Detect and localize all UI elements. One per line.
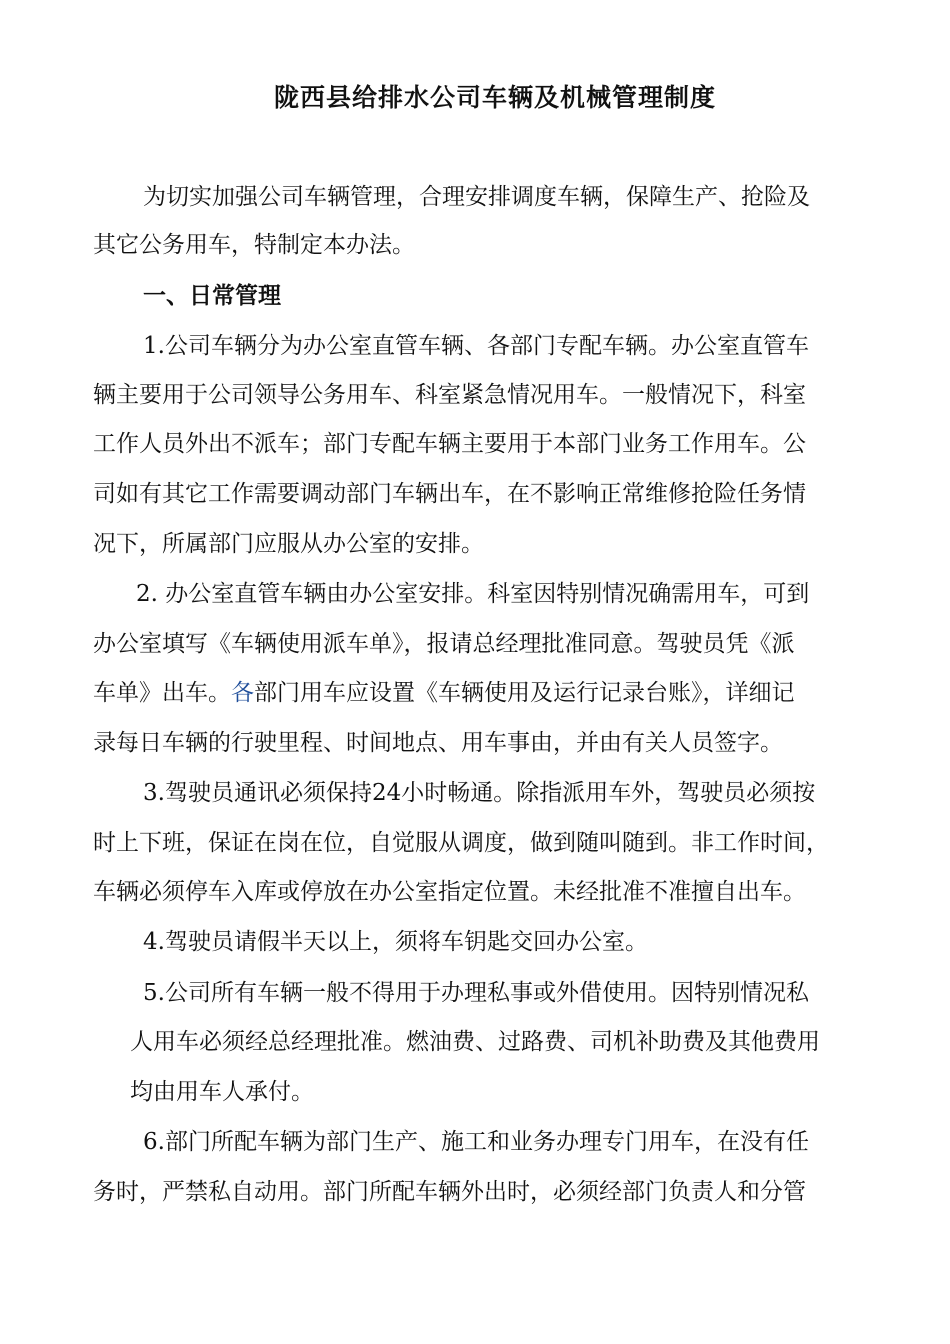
item2-line-2: 办公室填写《车辆使用派车单》，报请总经理批准同意。驾驶员凭《派 bbox=[93, 631, 795, 657]
item6-line-2: 务时，严禁私自动用。部门所配车辆外出时，必须经部门负责人和分管 bbox=[93, 1179, 806, 1205]
item3-line-3: 车辆必须停车入库或停放在办公室指定位置。未经批准不准擅自出车。 bbox=[93, 879, 806, 905]
item1-line-1: 1.公司车辆分为办公室直管车辆、各部门专配车辆。办公室直管车 bbox=[143, 333, 809, 359]
item2-line-4: 录每日车辆的行驶里程、时间地点、用车事由，并由有关人员签字。 bbox=[93, 730, 783, 756]
item1-line-5: 况下，所属部门应服从办公室的安排。 bbox=[93, 531, 484, 557]
intro-line-1: 为切实加强公司车辆管理，合理安排调度车辆，保障生产、抢险及 bbox=[143, 184, 810, 210]
item3-line-1: 3.驾驶员通讯必须保持24小时畅通。除指派用车外，驾驶员必须按 bbox=[143, 780, 816, 806]
item1-line-3: 工作人员外出不派车；部门专配车辆主要用于本部门业务工作用车。公 bbox=[93, 431, 806, 457]
document-title: 陇西县给排水公司车辆及机械管理制度 bbox=[273, 83, 716, 112]
item1-line-4: 司如有其它工作需要调动部门车辆出车，在不影响正常维修抢险任务情 bbox=[93, 481, 806, 507]
item3-line-2: 时上下班，保证在岗在位，自觉服从调度，做到随叫随到。非工作时间， bbox=[93, 830, 829, 856]
item2-line-3-part-b: 各 bbox=[231, 680, 254, 706]
intro-line-2: 其它公务用车，特制定本办法。 bbox=[93, 232, 415, 258]
item5-line-3: 均由用车人承付。 bbox=[130, 1079, 314, 1105]
item6-line-1: 6.部门所配车辆为部门生产、施工和业务办理专门用车，在没有任 bbox=[143, 1129, 809, 1155]
item2-line-3-part-c: 部门用车应设置《车辆使用及运行记录台账》，详细记 bbox=[254, 680, 795, 706]
item4-line-1: 4.驾驶员请假半天以上，须将车钥匙交回办公室。 bbox=[143, 929, 648, 955]
item5-line-1: 5.公司所有车辆一般不得用于办理私事或外借使用。因特别情况私 bbox=[143, 980, 809, 1006]
item2-line-3 bbox=[93, 678, 795, 708]
item5-line-2: 人用车必须经总经理批准。燃油费、过路费、司机补助费及其他费用 bbox=[130, 1029, 820, 1055]
item2-line-3-part-a: 车单》出车。 bbox=[93, 680, 231, 706]
item2-line-1: 2. 办公室直管车辆由办公室安排。科室因特别情况确需用车，可到 bbox=[136, 581, 810, 607]
item1-line-2: 辆主要用于公司领导公务用车、科室紧急情况用车。一般情况下，科室 bbox=[93, 382, 806, 408]
section-heading-daily-management: 一、日常管理 bbox=[143, 283, 281, 309]
